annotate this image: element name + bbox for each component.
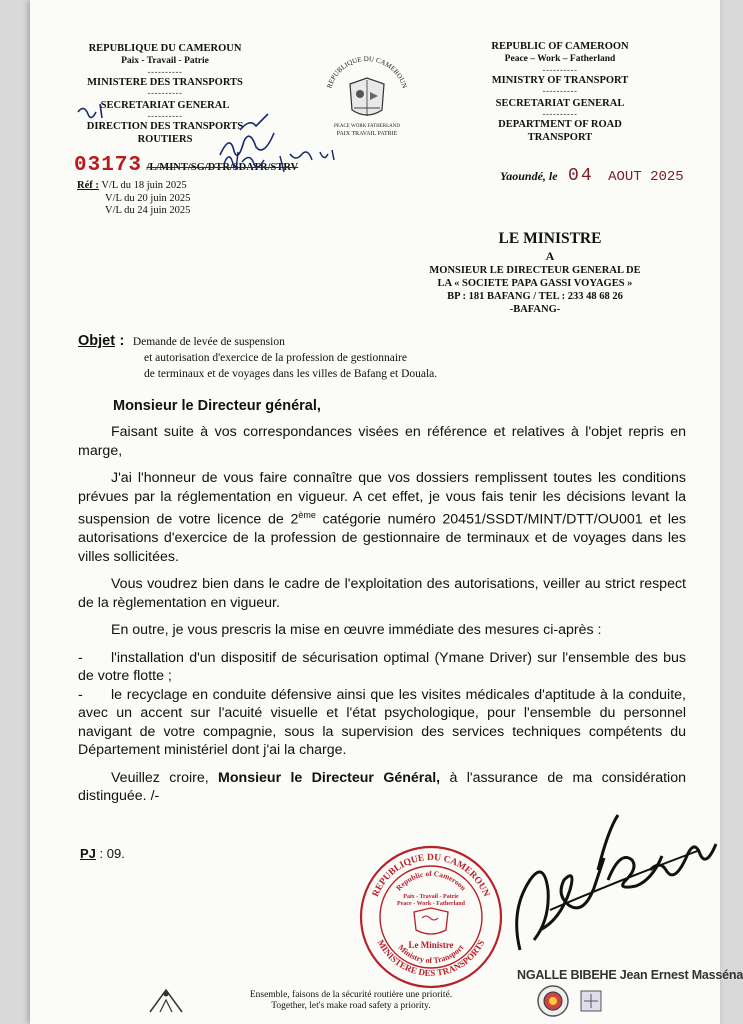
paragraph: Faisant suite à vos correspondances visées en référence et relatives à l'objet repris en marge, — [78, 424, 686, 459]
date-line — [500, 166, 684, 186]
svg-text:Ministry of Transport: Ministry of Transport — [396, 942, 466, 965]
header-right-department-2: TRANSPORT — [527, 132, 593, 143]
footer-emblem — [578, 988, 604, 1014]
signature — [490, 800, 720, 965]
letter-page — [30, 0, 743, 1024]
handwritten-initials — [220, 146, 350, 176]
header-left-direction-2: ROUTIERS — [137, 134, 193, 145]
object-line: et autorisation d'exercice de la profession de gestionnaire — [144, 352, 407, 364]
recipient-line: LA « SOCIETE PAPA GASSI VOYAGES » — [437, 278, 633, 289]
header-right-ministry: MINISTRY OF TRANSPORT — [491, 75, 629, 86]
svg-text:PAIX TRAVAIL PATRIE: PAIX TRAVAIL PATRIE — [336, 131, 398, 137]
paragraph: J'ai l'honneur de vous faire connaître que vos dossiers remplissent toutes les conditions prévues par la réglementation en vigueur. A cet effet, je vous fais tenir les décisions levant la suspension de votre licence de 2ème catégorie numéro 20451/SSDT/MINT/DTT/OU001 et les autorisations d'exercice de la profession de gestionnaire de terminaux et de voyages dans les villes sollicitées. — [78, 470, 686, 565]
attachments — [80, 846, 125, 861]
header-left-separator: ---------- — [147, 88, 183, 98]
header-left-secretariat: SECRETARIAT GENERAL — [100, 100, 230, 111]
svg-text:MINISTERE DES TRANSPORTS: MINISTERE DES TRANSPORTS — [375, 938, 487, 979]
recipient-block — [385, 230, 685, 316]
footer-slogan-en: Together, let's make road safety a priority. — [271, 1001, 431, 1011]
signatory-name: NGALLE BIBEHE Jean Ernest Masséna — [517, 968, 743, 982]
footer-slogan — [226, 990, 476, 1012]
list-item: - l'installation d'un dispositif de sécurisation optimal (Ymane Driver) sur l'ensemble des bus de votre flotte ; — [78, 649, 686, 685]
reference-item: V/L du 24 juin 2025 — [105, 205, 191, 216]
svg-text:PEACE WORK FATHERLAND: PEACE WORK FATHERLAND — [334, 124, 400, 129]
object-label: Objet — [78, 333, 116, 349]
footer-seal — [536, 984, 570, 1018]
recipient-line: MONSIEUR LE DIRECTEUR GENERAL DE — [429, 265, 641, 276]
header-right-country: REPUBLIC OF CAMEROON — [491, 41, 629, 52]
cameroon-emblem — [312, 48, 422, 143]
attachments-count: : 09. — [99, 846, 125, 861]
recipient-line: -BAFANG- — [509, 304, 561, 315]
header-right-separator: ---------- — [542, 65, 578, 75]
letter-body — [78, 398, 686, 806]
svg-text:Republic of Cameroon: Republic of Cameroon — [394, 868, 468, 893]
date-month-year: AOUT 2025 — [608, 169, 684, 185]
header-left-direction: DIRECTION DES TRANSPORTS — [86, 121, 244, 132]
header-left-motto: Paix - Travail - Patrie — [121, 56, 209, 66]
paragraph: En outre, je vous prescris la mise en œuvre immédiate des mesures ci-après : — [111, 622, 602, 639]
date-day: 04 — [568, 166, 594, 186]
svg-text:Le Ministre: Le Ministre — [408, 940, 454, 950]
reference-item: V/L du 20 juin 2025 — [105, 192, 191, 204]
references-block — [77, 180, 190, 218]
header-left-country: REPUBLIQUE DU CAMEROUN — [88, 43, 242, 54]
reference-item: V/L du 18 juin 2025 — [101, 180, 187, 191]
recipient-to: A — [545, 249, 555, 263]
road-safety-logo — [146, 984, 186, 1016]
svg-text:REPUBLIQUE DU CAMEROUN: REPUBLIQUE DU CAMEROUN — [325, 54, 409, 90]
object-line: Demande de levée de suspension — [132, 336, 285, 348]
svg-text:Paix - Travail - Patrie: Paix - Travail - Patrie — [403, 894, 459, 900]
paragraph: Vous voudrez bien dans le cadre de l'exploitation des autorisations, veiller au strict respect de la règlementation en vigueur. — [78, 576, 686, 611]
svg-text:Peace - Work - Fatherland: Peace - Work - Fatherland — [397, 901, 465, 907]
header-right-separator: ---------- — [542, 109, 578, 119]
header-left-ministry: MINISTERE DES TRANSPORTS — [87, 77, 243, 88]
references-label: Réf : — [77, 180, 99, 191]
object-block — [78, 332, 678, 382]
bullet: - — [78, 649, 83, 666]
header-left-separator: ---------- — [147, 67, 183, 77]
official-stamp — [356, 842, 506, 992]
header-right-separator: ---------- — [542, 86, 578, 96]
footer-slogan-fr: Ensemble, faisons de la sécurité routière une priorité. — [249, 990, 453, 1000]
object-colon: : — [119, 333, 125, 349]
header-right-secretariat: SECRETARIAT GENERAL — [495, 98, 625, 109]
sender-title: LE MINISTRE — [498, 230, 602, 247]
header-right-motto: Peace – Work – Fatherland — [504, 54, 616, 64]
bullet: - — [78, 686, 83, 703]
svg-text:REPUBLIQUE DU CAMEROUN: REPUBLIQUE DU CAMEROUN — [371, 852, 491, 899]
closing: Veuillez croire, Monsieur le Directeur Général, à l'assurance de ma considération distinguée. /- — [78, 769, 686, 805]
header-right-department: DEPARTMENT OF ROAD — [498, 119, 622, 130]
reference-number: 03173 — [74, 154, 143, 177]
recipient-line: BP : 181 BAFANG / TEL : 233 48 68 26 — [447, 291, 623, 302]
attachments-label: PJ — [80, 846, 96, 861]
header-right — [470, 40, 650, 144]
salutation: Monsieur le Directeur général, — [113, 398, 321, 414]
header-left-separator: ---------- — [147, 111, 183, 121]
date-place: Yaoundé, le — [500, 169, 558, 183]
object-line: de terminaux et de voyages dans les villes de Bafang et Douala. — [144, 368, 438, 380]
reference-suffix: /L/MINT/SG/DTR/SDATR/STRV — [146, 162, 299, 173]
list-item: - le recyclage en conduite défensive ainsi que les visites médicales d'aptitude à la conduite, avec un accent sur l'acuité visuelle et l'état psychologique, pour l'ensemble du personnel navigant de votre compagnie, sous la supervision des services techniques compétents du Département ministériel dont j'ai la charge. — [78, 686, 686, 759]
